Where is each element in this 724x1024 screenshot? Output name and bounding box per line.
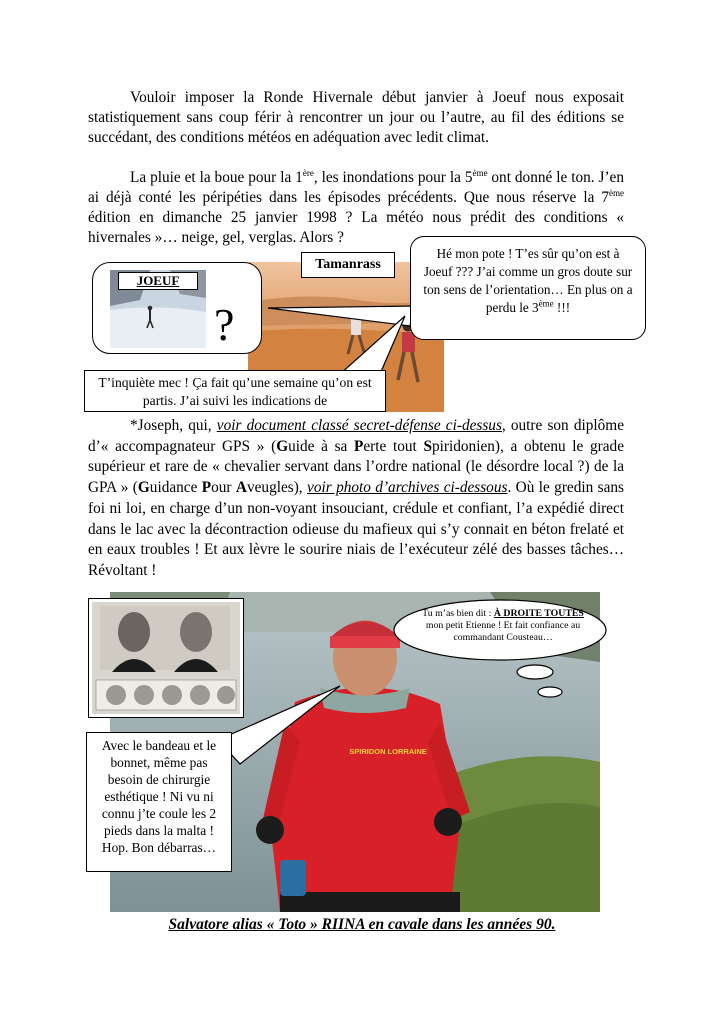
bubble-runner-sup: ème [538,298,554,309]
fingerprint-strip [96,680,236,710]
p2-text-2: , les inondations pour la 5 [313,169,473,186]
p3-bold-s: S [423,437,433,455]
p3-text-5: piridonien), a obtenu le grade supérieur et rare de « chevalier servant dans l’ordre national (le désordre local ?) de la GPA » ( [88,437,624,497]
p2-sup-2: ème [472,167,488,178]
intro-paragraph [88,88,624,148]
p3-text-4: erte tout [363,437,424,455]
p3-bold-p: P [354,437,364,455]
link-secret-document[interactable]: voir document classé secret-défense ci-dessus [216,417,502,434]
p2-sup-1: ère [302,167,314,178]
tamanrass-label: Tamanrass [301,252,395,278]
jersey-logo-text: SPIRIDON LORRAINE [349,747,427,756]
p2-text-3: ont donné le ton. J’en ai déjà conté les péripéties dans les épisodes précédents. Que nous réserve la 7 [88,169,624,206]
bubble-runner-text-end: !!! [553,300,571,315]
joseph-paragraph [88,416,624,582]
intro-text: Vouloir imposer la Ronde Hivernale début janvier à Joeuf nous exposait statistiquement sans coup férir à rencontrer un jour ou l’autre, au fil des éditions se succédant, des conditions météos en adéquation avec ledit climat. [88,89,624,146]
thought-cloud-text [418,608,588,644]
p3-bold-p2: P [201,479,212,497]
p3-bold-g: G [276,437,289,455]
speech-bubble-mafia: Avec le bandeau et le bonnet, même pas besoin de chirurgie esthétique ! Ni vu ni connu j’te coule les 2 pieds dans la malta ! Hop. Bon débarras… [86,732,232,872]
p3-text-7: our [211,479,236,497]
p3-bold-g2: G [137,479,150,497]
cloud-text-prefix: Tu m’as bien dit : [422,608,494,619]
p3-bold-a: A [235,479,247,497]
question-mark: ? [214,299,235,350]
p3-text-9: . Où le gredin sans foi ni loi, en charge d’un non-voyant insouciant, crédule et confiant, l’a expédié direct dans le lac avec la décontraction odieuse du mafieux qui s’y connait en béton frelaté et en eaux troubles ! Et aux lèvre le sourire niais de l’exécuteur zélé des basses tâches… Révoltant ! [88,479,625,579]
speech-tail-left [216,660,346,770]
p3-text-2: , outre son diplôme d’« accompagnateur GPS » ( [88,417,624,455]
p3-text-1: *Joseph, qui, [130,417,217,434]
p3-text-6: uidance [149,479,202,497]
p2-text-1: La pluie et la boue pour la 1 [130,169,303,186]
p3-text-3: uide à sa [288,437,355,455]
speech-bubble-guide: T’inquiète mec ! Ça fait qu’une semaine qu’on est partis. J’ai suivi les indications de [84,370,386,412]
cloud-text-emph: À DROITE TOUTES [493,608,584,619]
joeuf-label: JOEUF [118,272,198,290]
link-archive-photo[interactable]: voir photo d’archives ci-dessous [307,479,508,497]
p2-sup-3: ème [609,187,624,198]
p3-text-8: veugles), [246,479,308,497]
cloud-text-suffix: mon petit Etienne ! Et fait confiance au commandant Cousteau… [425,620,581,643]
bubble-runner-text: Hé mon pote ! T’es sûr qu’on est à Joeuf ??? J’ai comme un gros doute sur ton sens de l’orientation… En plus on a perdu le 3 [423,246,633,315]
p2-text-4: édition en dimanche 25 janvier 1998 ? La météo nous prédit des conditions « hivernales »… neige, gel, verglas. Alors ? [88,209,624,246]
photo-caption: Salvatore alias « Toto » RIINA en cavale dans les années 90. [168,916,556,933]
